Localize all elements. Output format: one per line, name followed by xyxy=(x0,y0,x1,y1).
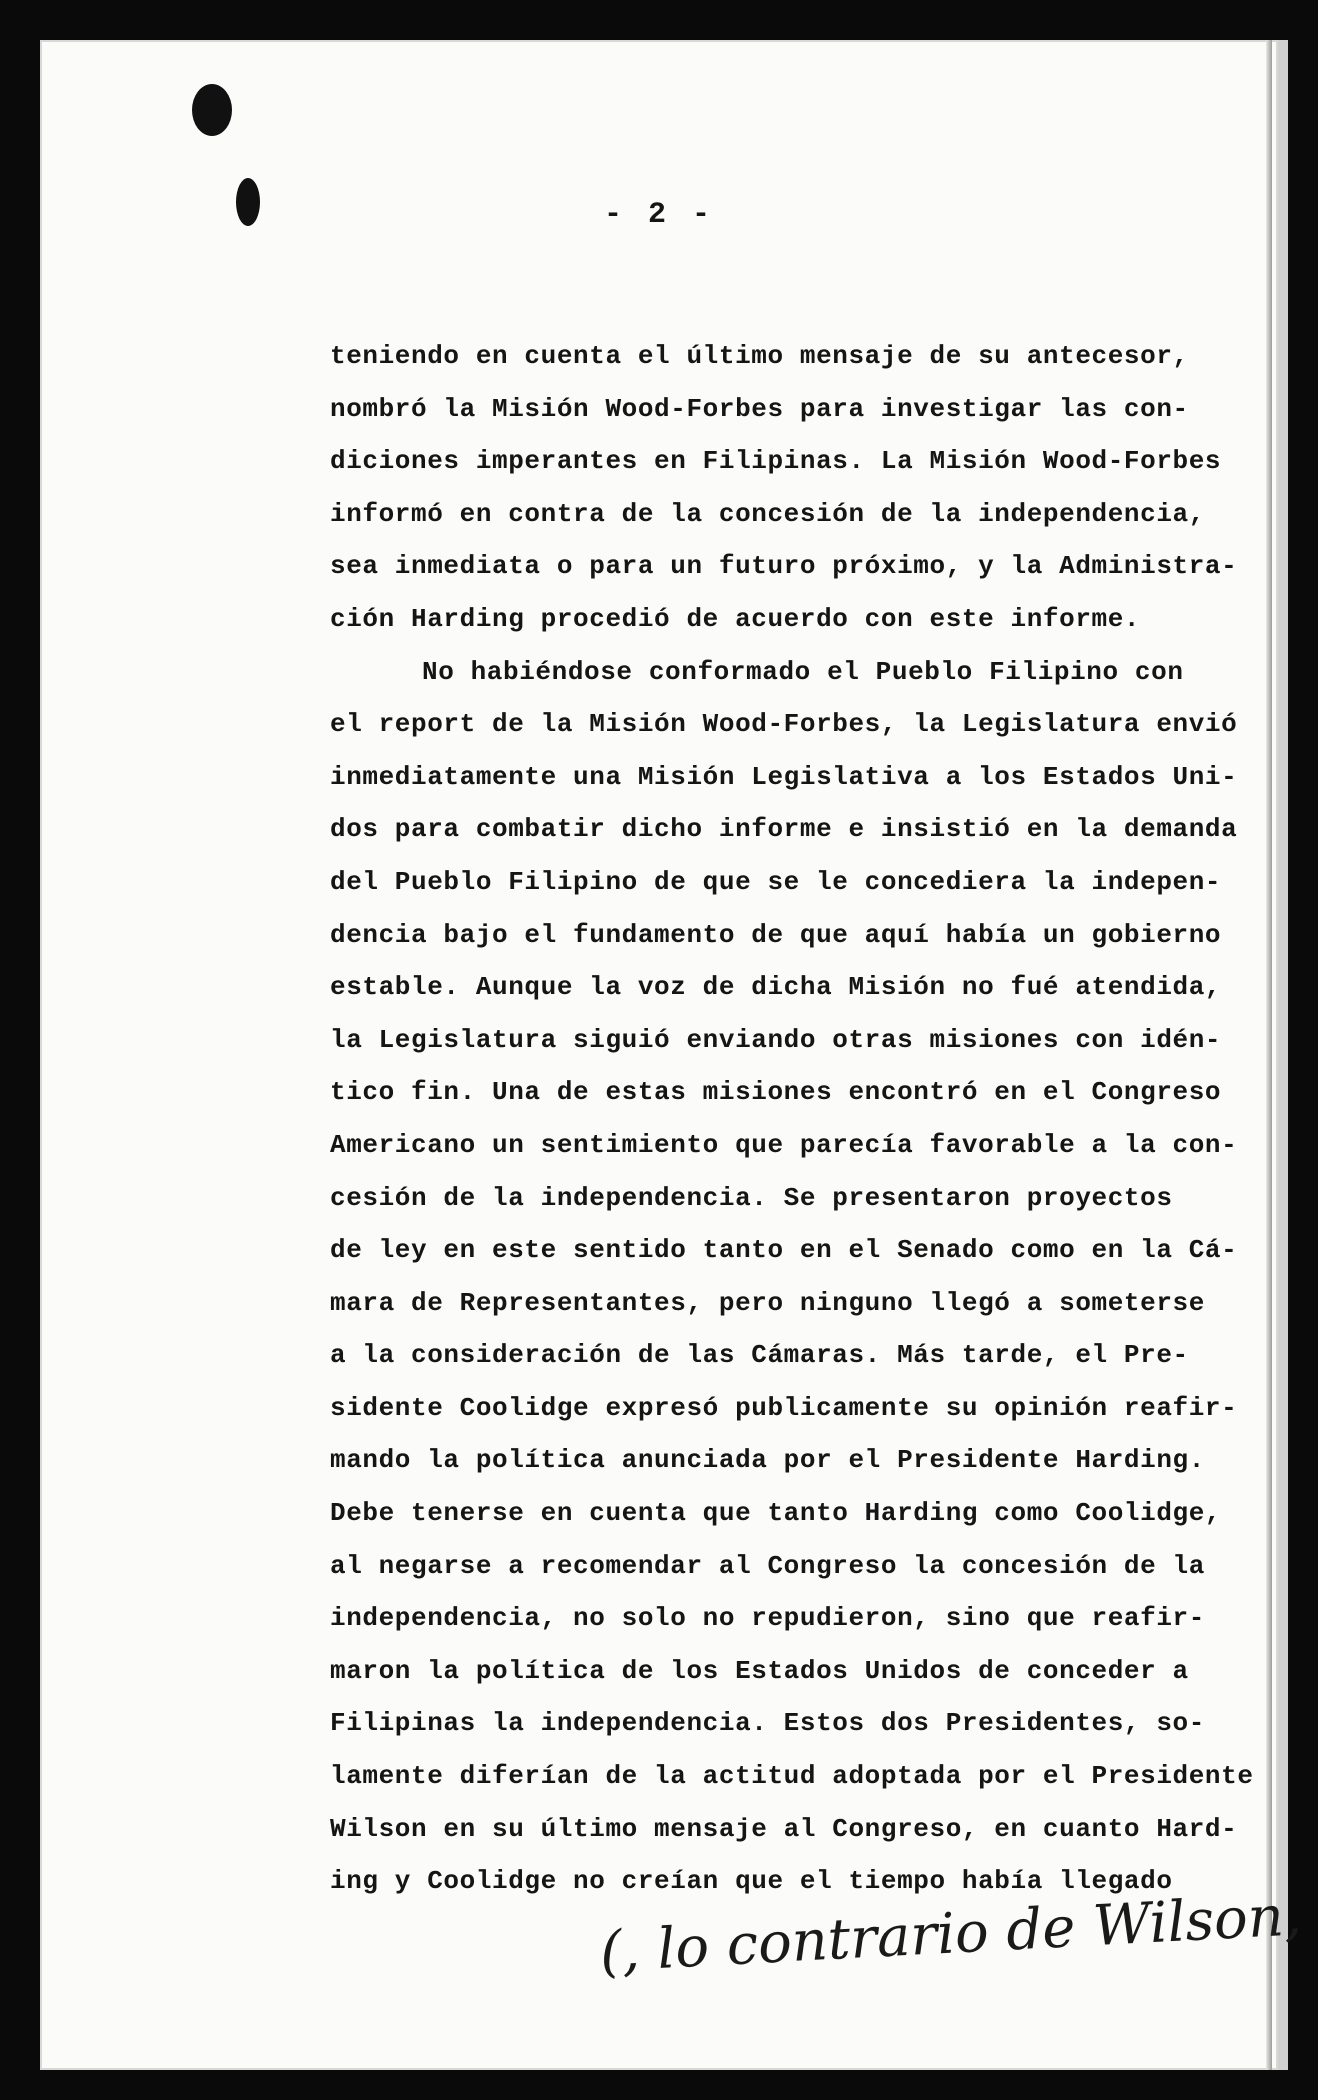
text-line: Debe tenerse en cuenta que tanto Harding como Coolidge, xyxy=(330,1498,1222,1529)
text-line: diciones imperantes en Filipinas. La Misión Wood-Forbes xyxy=(330,446,1222,477)
text-line: cesión de la independencia. Se presentaron proyectos xyxy=(330,1182,1173,1213)
text-line: dencia bajo el fundamento de que aquí había un gobierno xyxy=(330,919,1222,950)
document-page xyxy=(40,40,1288,2070)
text-line: Americano un sentimiento que parecía favorable a la con- xyxy=(330,1129,1238,1160)
text-line: informó en contra de la concesión de la independencia, xyxy=(330,498,1205,529)
text-line: el report de la Misión Wood-Forbes, la Legislatura envió xyxy=(330,709,1238,740)
text-line: del Pueblo Filipino de que se le concediera la indepen- xyxy=(330,866,1222,897)
text-line: sidente Coolidge expresó publicamente su opinión reafir- xyxy=(330,1392,1238,1423)
text-line: estable. Aunque la voz de dicha Misión no fué atendida, xyxy=(330,972,1222,1003)
text-line: sea inmediata o para un futuro próximo, y la Administra- xyxy=(330,551,1238,582)
text-line: teniendo en cuenta el último mensaje de su antecesor, xyxy=(330,341,1189,371)
text-line: mando la política anunciada por el Presidente Harding. xyxy=(330,1445,1205,1476)
text-line: a la consideración de las Cámaras. Más tarde, el Pre- xyxy=(330,1340,1189,1371)
text-line: inmediatamente una Misión Legislativa a los Estados Uni- xyxy=(330,761,1238,792)
text-line: al negarse a recomendar al Congreso la concesión de la xyxy=(330,1550,1205,1581)
text-line: independencia, no solo no repudieron, sino que reafir- xyxy=(330,1603,1205,1634)
text-line: la Legislatura siguió enviando otras misiones con idén- xyxy=(330,1024,1222,1055)
text-line: maron la política de los Estados Unidos de conceder a xyxy=(330,1655,1189,1686)
text-line: No habiéndose conformado el Pueblo Filipino con xyxy=(422,656,1184,687)
text-line: nombró la Misión Wood-Forbes para investigar las con- xyxy=(330,393,1189,424)
text-line: Filipinas la independencia. Estos dos Presidentes, so- xyxy=(330,1708,1205,1739)
page-edge-shadow xyxy=(1266,40,1272,2070)
text-line: tico fin. Una de estas misiones encontró en el Congreso xyxy=(330,1077,1222,1108)
text-line: dos para combatir dicho informe e insistió en la demanda xyxy=(330,814,1238,845)
text-line: Wilson en su último mensaje al Congreso, en cuanto Hard- xyxy=(330,1813,1238,1844)
text-line: ing y Coolidge no creían que el tiempo había llegado xyxy=(330,1866,1173,1897)
text-line: mara de Representantes, pero ninguno llegó a someterse xyxy=(330,1287,1205,1318)
text-line: lamente diferían de la actitud adoptada por el Presidente xyxy=(330,1761,1254,1792)
page-number: - 2 - xyxy=(603,198,714,232)
text-line: ción Harding procedió de acuerdo con este informe. xyxy=(330,603,1141,634)
handwritten-closing-note: (, lo contrario de Wilson, xyxy=(598,1883,1304,1985)
typed-body xyxy=(330,330,1254,1908)
text-line: de ley en este sentido tanto en el Senado como en la Cá- xyxy=(330,1235,1238,1266)
binding-hole-top xyxy=(192,84,232,136)
